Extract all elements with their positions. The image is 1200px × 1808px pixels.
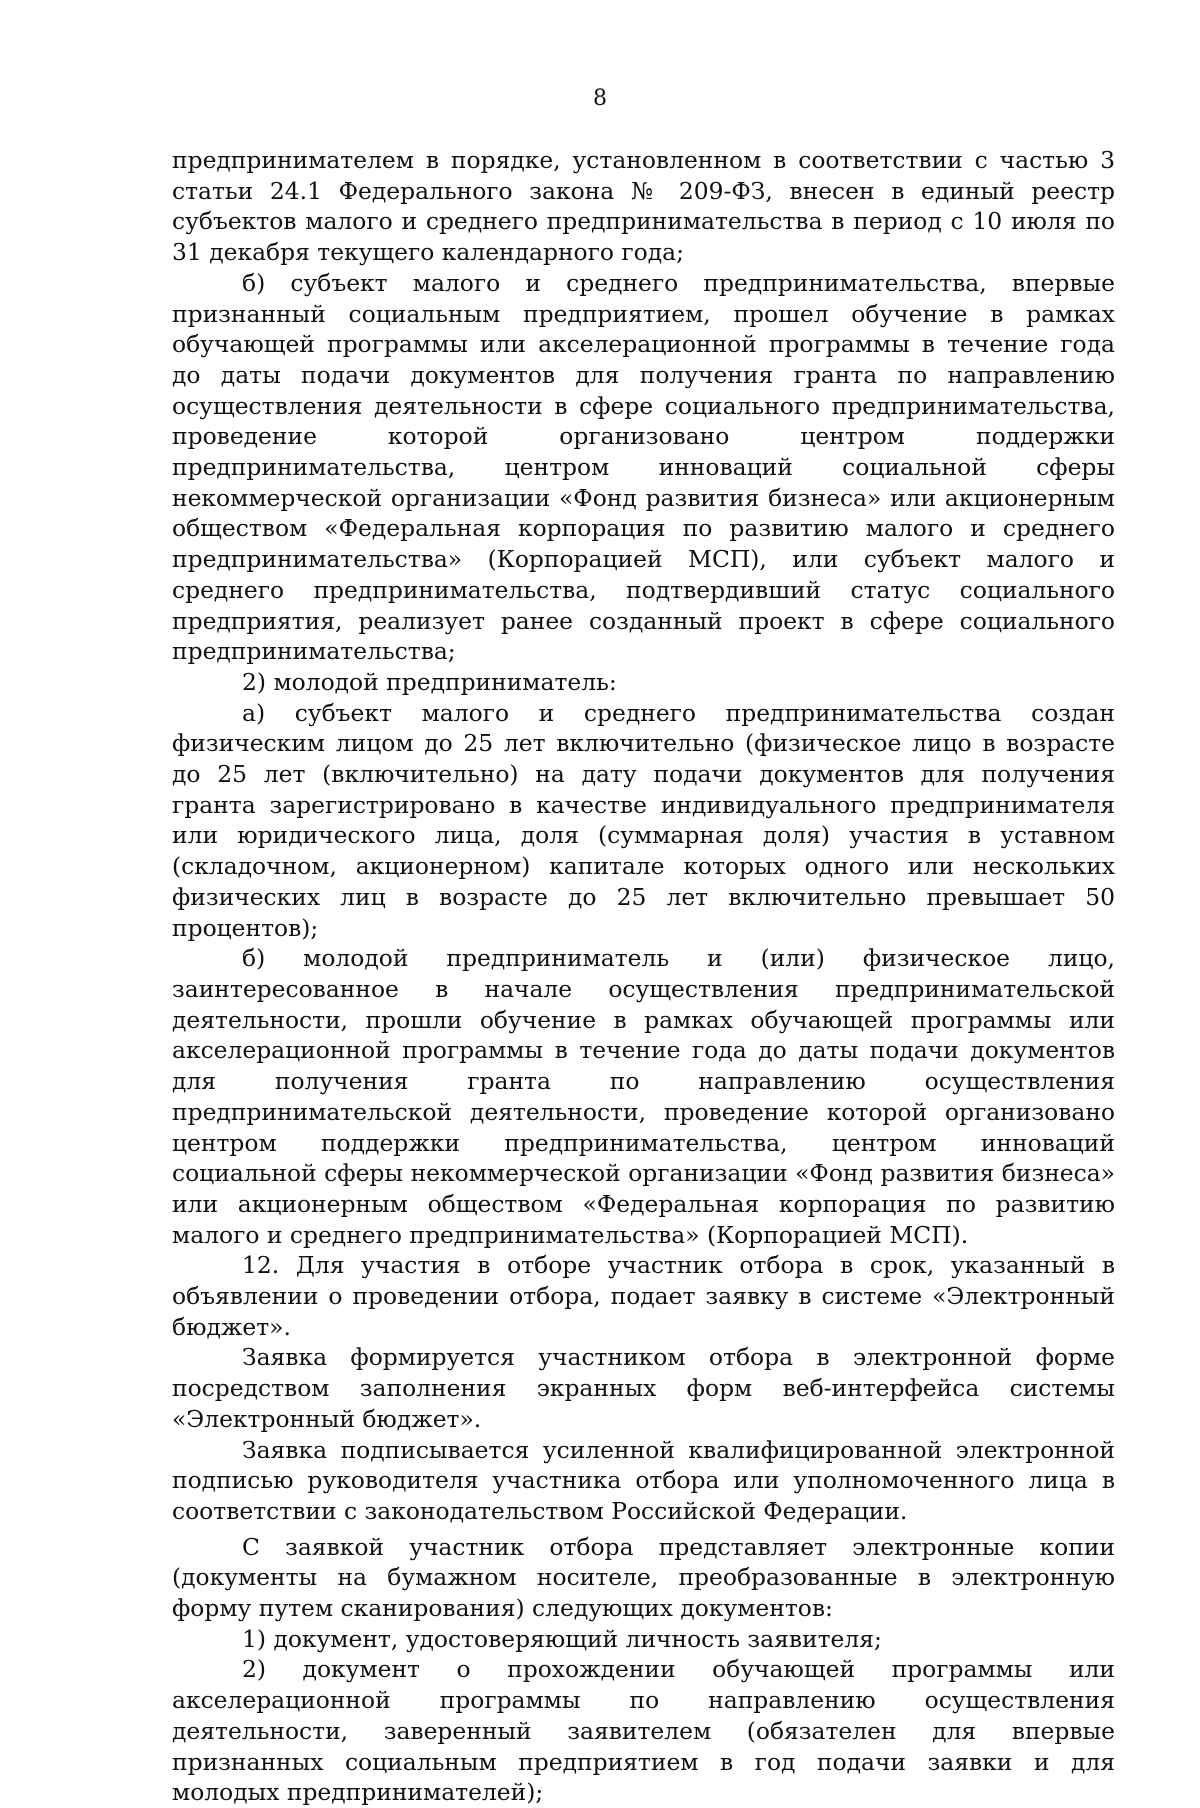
page-number: 8: [593, 86, 607, 111]
paragraph: б) молодой предприниматель и (или) физическое лицо, заинтересованное в начале осуществления предпринимательской деятельности, прошли обучение в рамках обучающей программы или акселерационной программы в течение года до даты подачи документов для получения гранта по направлению осуществления предпринимательской деятельности, проведение которой организовано центром поддержки предпринимательства, центром инноваций социальной сферы некоммерческой организации «Фонд развития бизнеса» или акционерным обществом «Федеральная корпорация по развитию малого и среднего предпринимательства» (Корпорацией МСП).: [172, 944, 1115, 1249]
document-body: [172, 145, 1115, 1808]
paragraph: 12. Для участия в отборе участник отбора в срок, указанный в объявлении о проведении отбора, подает заявку в системе «Электронный бюджет».: [172, 1251, 1115, 1341]
paragraph: 2) документ о прохождении обучающей программы или акселерационной программы по направлению осуществления деятельности, заверенный заявителем (обязателен для впервые признанных социальным предприятием в год подачи заявки и для молодых предпринимателей);: [172, 1655, 1115, 1807]
paragraph: С заявкой участник отбора представляет электронные копии (документы на бумажном носителе, преобразованные в электронную форму путем сканирования) следующих документов:: [172, 1532, 1115, 1623]
paragraph: 2) молодой предприниматель:: [242, 667, 617, 696]
paragraph: предпринимателем в порядке, установленном в соответствии с частью 3 статьи 24.1 Федерального закона № 209-ФЗ, внесен в единый реестр субъектов малого и среднего предпринимательства в период с 10 июля по 31 декабря текущего календарного года;: [172, 146, 1115, 267]
paragraph: б) субъект малого и среднего предпринимательства, впервые признанный социальным предприятием, прошел обучение в рамках обучающей программы или акселерационной программы в течение года до даты подачи документов для получения гранта по направлению осуществления деятельности в сфере социального предпринимательства, проведение которой организовано центром поддержки предпринимательства, центром инноваций социальной сферы некоммерческой организации «Фонд развития бизнеса» или акционерным обществом «Федеральная корпорация по развитию малого и среднего предпринимательства» (Корпорацией МСП), или субъект малого и среднего предпринимательства, подтвердивший статус социального предприятия, реализует ранее созданный проект в сфере социального предпринимательства;: [172, 268, 1115, 666]
paragraph: Заявка подписывается усиленной квалифицированной электронной подписью руководителя участника отбора или уполномоченного лица в соответствии с законодательством Российской Федерации.: [172, 1435, 1115, 1525]
paragraph: 1) документ, удостоверяющий личность заявителя;: [242, 1624, 882, 1653]
paragraph: а) субъект малого и среднего предпринимательства создан физическим лицом до 25 лет включительно (физическое лицо в возрасте до 25 лет (включительно) на дату подачи документов для получения гранта зарегистрировано в качестве индивидуального предпринимателя или юридического лица, доля (суммарная доля) участия в уставном (складочном, акционерном) капитале которых одного или нескольких физических лиц в возрасте до 25 лет включительно превышает 50 процентов);: [172, 698, 1115, 942]
paragraph: Заявка формируется участником отбора в электронной форме посредством заполнения экранных форм веб-интерфейса системы «Электронный бюджет».: [172, 1343, 1115, 1433]
